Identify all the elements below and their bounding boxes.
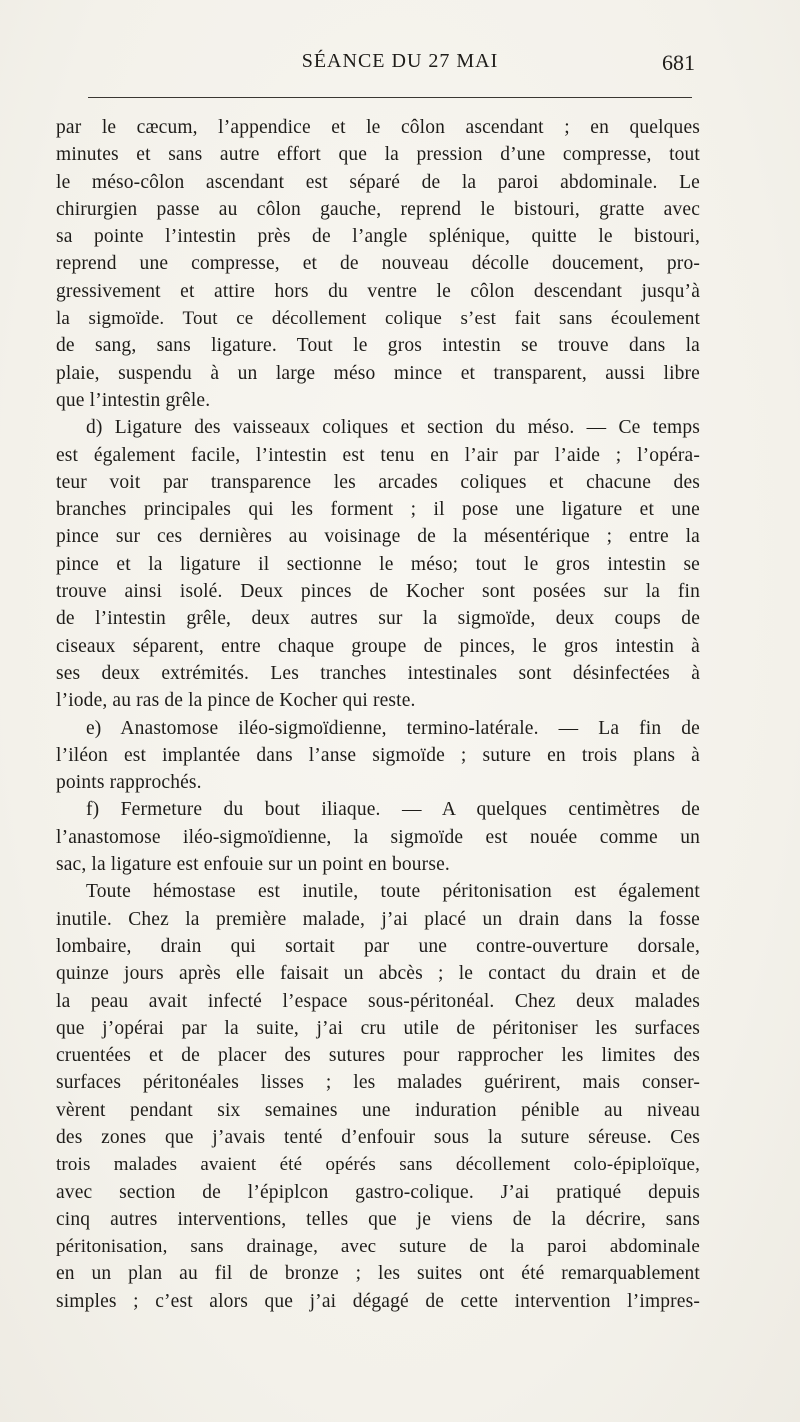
text-line: minutes et sans autre effort que la pression d’une compresse, tout xyxy=(56,144,700,166)
text-line: vèrent pendant six semaines une induration pénible au niveau xyxy=(56,1099,700,1121)
text-line: ciseaux séparent, entre chaque groupe de pinces, le gros intestin à xyxy=(56,635,700,657)
body-text xyxy=(56,114,700,1315)
text-line: l’anastomose iléo-sigmoïdienne, la sigmoïde est nouée comme un xyxy=(56,826,700,848)
paragraph-e-heading-line: e) Anastomose iléo-sigmoïdienne, termino-latérale. — La fin de xyxy=(86,717,700,739)
header-rule xyxy=(88,97,692,98)
text-line: ses deux extrémités. Les tranches intestinales sont désinfectées à xyxy=(56,662,700,684)
text-line: cinq autres interventions, telles que je viens de la décrire, sans xyxy=(56,1208,700,1230)
text-line: surfaces péritonéales lisses ; les malades guérirent, mais conser- xyxy=(56,1072,700,1094)
page-header xyxy=(60,50,740,80)
text-line: inutile. Chez la première malade, j’ai placé un drain dans la fosse xyxy=(56,908,700,930)
text-line: en un plan au fil de bronze ; les suites ont été remarquablement xyxy=(56,1263,700,1285)
text-line: le méso-côlon ascendant est séparé de la paroi abdominale. Le xyxy=(56,171,700,193)
text-line: que l’intestin grêle. xyxy=(56,389,211,411)
text-line: sac, la ligature est enfouie sur un point en bourse. xyxy=(56,854,450,876)
text-line: points rapprochés. xyxy=(56,772,202,794)
text-line: branches principales qui les forment ; il pose une ligature et une xyxy=(56,499,700,521)
text-line: chirurgien passe au côlon gauche, reprend le bistouri, gratte avec xyxy=(56,198,700,220)
text-line: péritonisation, sans drainage, avec suture de la paroi abdominale xyxy=(56,1236,700,1258)
text-line: de l’intestin grêle, deux autres sur la sigmoïde, deux coups de xyxy=(56,608,700,630)
page-number: 681 xyxy=(662,50,695,75)
text-line: la peau avait infecté l’espace sous-péritonéal. Chez deux malades xyxy=(56,990,700,1012)
text-line: par le cæcum, l’appendice et le côlon ascendant ; en quelques xyxy=(56,117,700,138)
text-line: quinze jours après elle faisait un abcès ; le contact du drain et de xyxy=(56,963,700,985)
text-line: pince et la ligature il sectionne le méso; tout le gros intestin se xyxy=(56,553,700,575)
text-line: pince sur ces dernières au voisinage de la mésentérique ; entre la xyxy=(56,526,700,548)
text-line: plaie, suspendu à un large méso mince et transparent, aussi libre xyxy=(56,362,700,384)
text-line: trouve ainsi isolé. Deux pinces de Kocher sont posées sur la fin xyxy=(56,581,700,603)
text-line: de sang, sans ligature. Tout le gros intestin se trouve dans la xyxy=(56,335,700,357)
paragraph-d-heading-line: d) Ligature des vaisseaux coliques et section du méso. — Ce temps xyxy=(86,417,700,439)
paragraph-f-heading-line: f) Fermeture du bout iliaque. — A quelques centimètres de xyxy=(86,799,700,821)
text-line: l’iode, au ras de la pince de Kocher qui reste. xyxy=(56,690,416,712)
text-line: lombaire, drain qui sortait par une contre-ouverture dorsale, xyxy=(56,935,700,957)
text-line: la sigmoïde. Tout ce décollement colique s’est fait sans écoulement xyxy=(56,308,700,330)
text-line: des zones que j’avais tenté d’enfouir sous la suture séreuse. Ces xyxy=(56,1126,700,1148)
running-title: SÉANCE DU 27 MAI xyxy=(301,50,499,72)
text-line: avec section de l’épiplcon gastro-colique. J’ai pratiqué depuis xyxy=(56,1181,700,1203)
paragraph-start-line: Toute hémostase est inutile, toute péritonisation est également xyxy=(86,881,700,903)
text-line: reprend une compresse, et de nouveau décolle doucement, pro- xyxy=(56,253,700,275)
text-line: est également facile, l’intestin est tenu en l’air par l’aide ; l’opéra- xyxy=(56,444,700,466)
text-line: sa pointe l’intestin près de l’angle splénique, quitte le bistouri, xyxy=(56,226,700,248)
text-line: simples ; c’est alors que j’ai dégagé de cette intervention l’impres- xyxy=(56,1290,700,1312)
text-line: teur voit par transparence les arcades coliques et chacune des xyxy=(56,471,700,493)
text-line: cruentées et de placer des sutures pour rapprocher les limites des xyxy=(56,1045,700,1067)
text-line: que j’opérai par la suite, j’ai cru utile de péritoniser les surfaces xyxy=(56,1017,700,1039)
text-line: trois malades avaient été opérés sans décollement colo-épiploïque, xyxy=(56,1154,700,1176)
text-line: gressivement et attire hors du ventre le côlon descendant jusqu’à xyxy=(56,280,700,302)
text-line: l’iléon est implantée dans l’anse sigmoïde ; suture en trois plans à xyxy=(56,744,700,766)
